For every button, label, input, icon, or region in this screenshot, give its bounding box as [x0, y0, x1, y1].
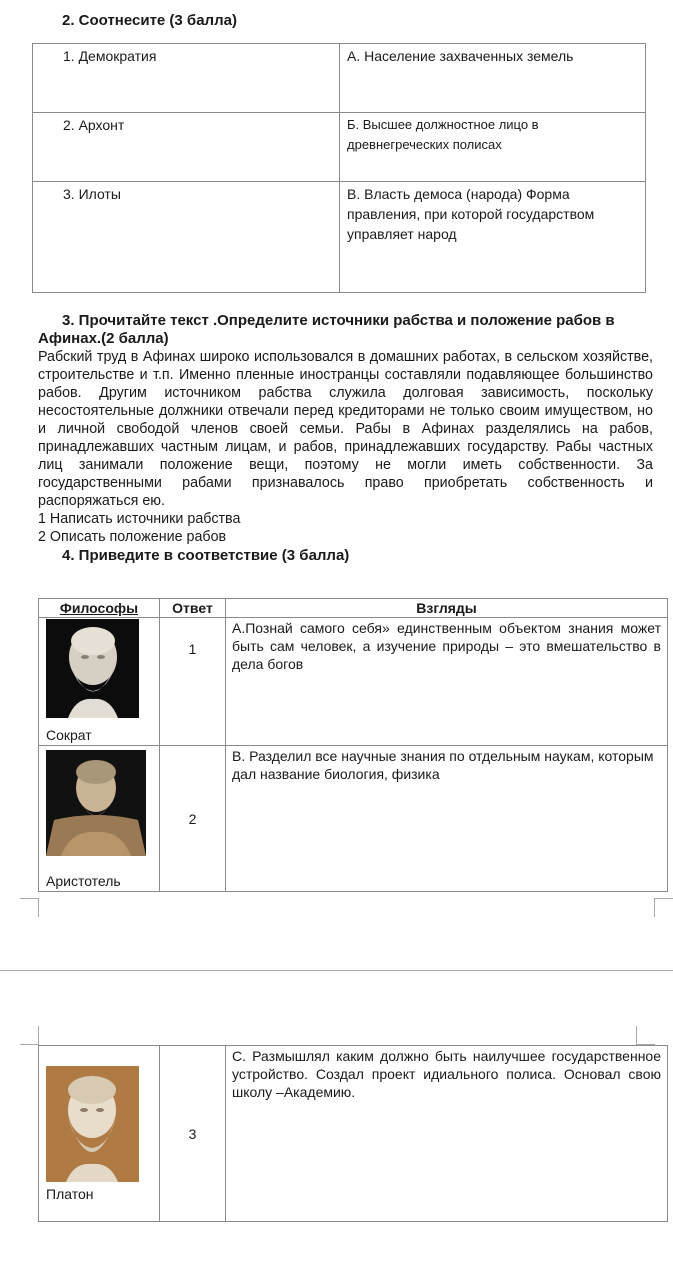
task3-text	[38, 348, 653, 510]
table-row	[33, 44, 646, 113]
socrates-portrait-icon	[46, 619, 139, 718]
term-cell: 3. Илоты	[33, 182, 340, 293]
task4-title: 4. Приведите в соответствие (3 балла)	[62, 547, 350, 564]
page-break-line	[0, 970, 673, 971]
definition-cell: Б. Высшее должностное лицо в древнегреческих полисах	[340, 113, 646, 182]
view-cell: В. Разделил все научные знания по отдельным наукам, которым дал название биология, физика	[226, 746, 668, 892]
header-philosophers: Философы	[39, 599, 160, 618]
term-cell: 1. Демократия	[33, 44, 340, 113]
aristotle-portrait-icon	[46, 750, 146, 856]
table-row	[33, 113, 646, 182]
task2-title: 2. Соотнесите (3 балла)	[62, 12, 237, 29]
plato-portrait-icon	[46, 1066, 139, 1182]
answer-cell: 2	[160, 746, 226, 892]
page-corner-mark	[654, 898, 673, 917]
answer-cell: 3	[160, 1046, 226, 1222]
header-answer: Ответ	[160, 599, 226, 618]
task3-question-2: 2 Описать положение рабов	[38, 529, 227, 545]
page-corner-mark	[20, 1026, 39, 1045]
matching-table-1	[32, 43, 646, 293]
task3-title: 3. Прочитайте текст .Определите источники рабства и положение рабов в Афинах.(2 балла)	[38, 312, 615, 347]
term-cell: 2. Архонт	[33, 113, 340, 182]
header-views: Взгляды	[226, 599, 668, 618]
task3-paragraph: Рабский труд в Афинах широко использовался в домашних работах, в сельском хозяйстве, строительстве и т.п. Именно пленные иностранцы составляли подавляющее большинство рабов. Другим источником рабства служила долговая зависимость, поскольку несостоятельные должники отвечали перед кредиторами не только своим имуществом, но и личной свободой членов своей семьи. Рабы в Афинах разделялись на рабов, принадлежавших частным лицам, и рабов, принадлежавших государству. Рабы частных лиц занимали положение вещи, поэтому не могли иметь собственности. За государственными рабами признавалось право приобретать собственность и распоряжаться ею.	[38, 349, 653, 509]
definition-cell: В. Власть демоса (народа) Форма правления, при которой государством управляет народ	[340, 182, 646, 293]
page-corner-mark	[20, 898, 39, 917]
view-cell: С. Размышлял каким должно быть наилучшее государственное устройство. Создал проект идиального полиса. Основал свою школу –Академию.	[226, 1046, 668, 1222]
answer-cell: 1	[160, 618, 226, 746]
page-corner-mark	[636, 1026, 655, 1045]
definition-cell: А. Население захваченных земель	[340, 44, 646, 113]
philosopher-name-plato: Платон	[46, 1186, 94, 1202]
view-cell: А.Познай самого себя» единственным объектом знания может быть сам человек, а изучение природы – это вмешательство в дела богов	[226, 618, 668, 746]
task3-question-1: 1 Написать источники рабства	[38, 511, 241, 527]
philosopher-name-socrates: Сократ	[46, 727, 92, 743]
header-row	[39, 599, 668, 618]
philosopher-name-aristotle: Аристотель	[46, 873, 121, 889]
table-row	[33, 182, 646, 293]
